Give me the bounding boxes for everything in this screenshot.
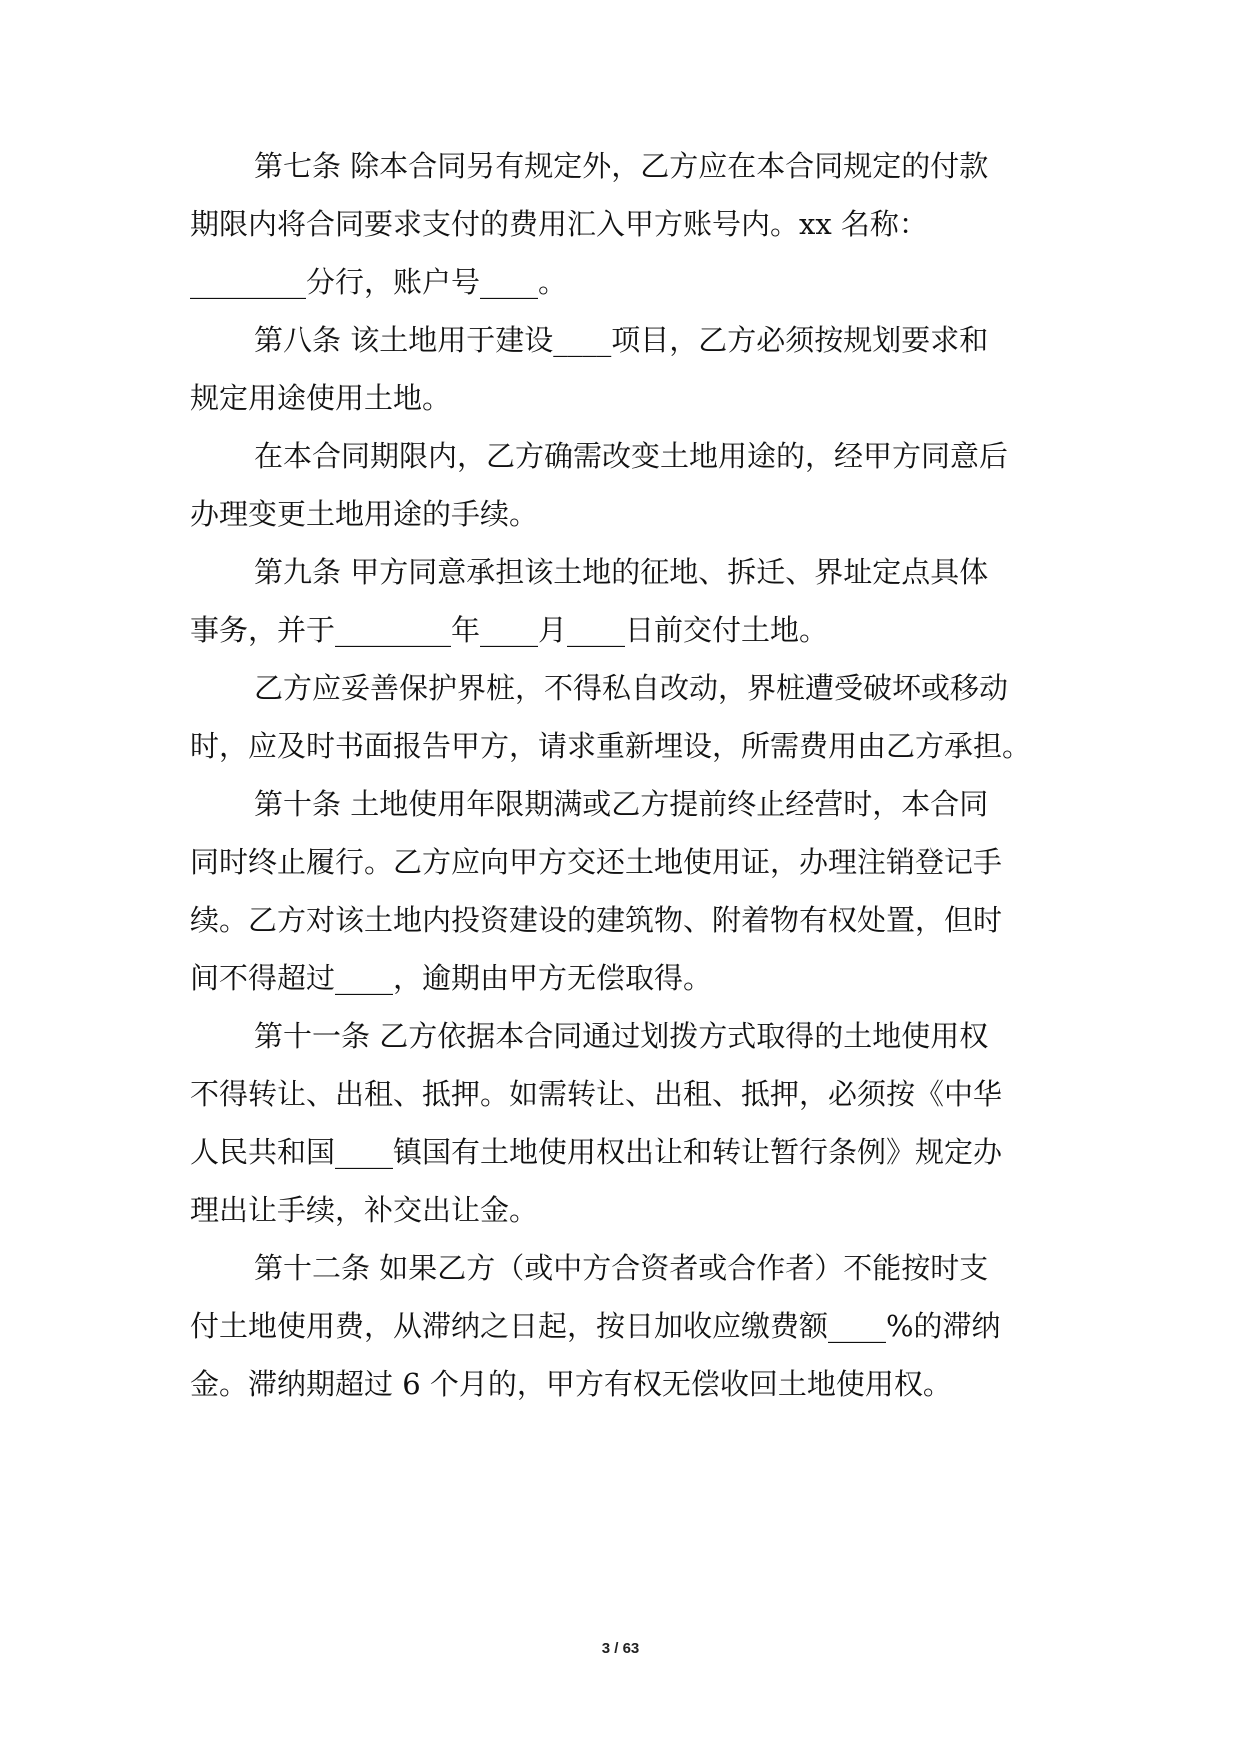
text-line: ________分行，账户号____。	[190, 265, 568, 299]
text-line: 人民共和国____镇国有土地使用权出让和转让暂行条例》规定办	[190, 1135, 1003, 1169]
text-line: 第七条 除本合同另有规定外，乙方应在本合同规定的付款	[254, 149, 989, 183]
text-line: 第十条 土地使用年限期满或乙方提前终止经营时，本合同	[254, 787, 989, 821]
text-line: 事务，并于________年____月____日前交付土地。	[190, 613, 829, 647]
text-line: 办理变更土地用途的手续。	[190, 497, 539, 531]
text-line: 期限内将合同要求支付的费用汇入甲方账号内。xx 名称：	[190, 207, 928, 241]
text-line: 第八条 该土地用于建设____项目，乙方必须按规划要求和	[254, 323, 989, 357]
text-line: 第十二条 如果乙方（或中方合资者或合作者）不能按时支	[254, 1251, 989, 1285]
text-line: 间不得超过____，逾期由甲方无偿取得。	[190, 961, 713, 995]
text-line: 在本合同期限内，乙方确需改变土地用途的，经甲方同意后	[254, 439, 1009, 473]
text-line: 乙方应妥善保护界桩，不得私自改动，界桩遭受破坏或移动	[254, 671, 1009, 705]
text-line: 第十一条 乙方依据本合同通过划拨方式取得的土地使用权	[254, 1019, 989, 1053]
page-number: 3 / 63	[601, 1640, 640, 1657]
text-line: 时，应及时书面报告甲方，请求重新埋设，所需费用由乙方承担。	[190, 729, 1032, 763]
text-line: 不得转让、出租、抵押。如需转让、出租、抵押，必须按《中华	[190, 1077, 1003, 1111]
text-line: 第九条 甲方同意承担该土地的征地、拆迁、界址定点具体	[254, 555, 989, 589]
text-line: 续。乙方对该土地内投资建设的建筑物、附着物有权处置，但时	[190, 903, 1003, 937]
text-line: 同时终止履行。乙方应向甲方交还土地使用证，办理注销登记手	[190, 845, 1003, 879]
text-line: 规定用途使用土地。	[190, 381, 452, 415]
text-line: 金。滞纳期超过 6 个月的，甲方有权无偿收回土地使用权。	[190, 1367, 952, 1401]
text-line: 理出让手续，补交出让金。	[190, 1193, 539, 1227]
text-line: 付土地使用费，从滞纳之日起，按日加收应缴费额____%的滞纳	[190, 1309, 1001, 1343]
